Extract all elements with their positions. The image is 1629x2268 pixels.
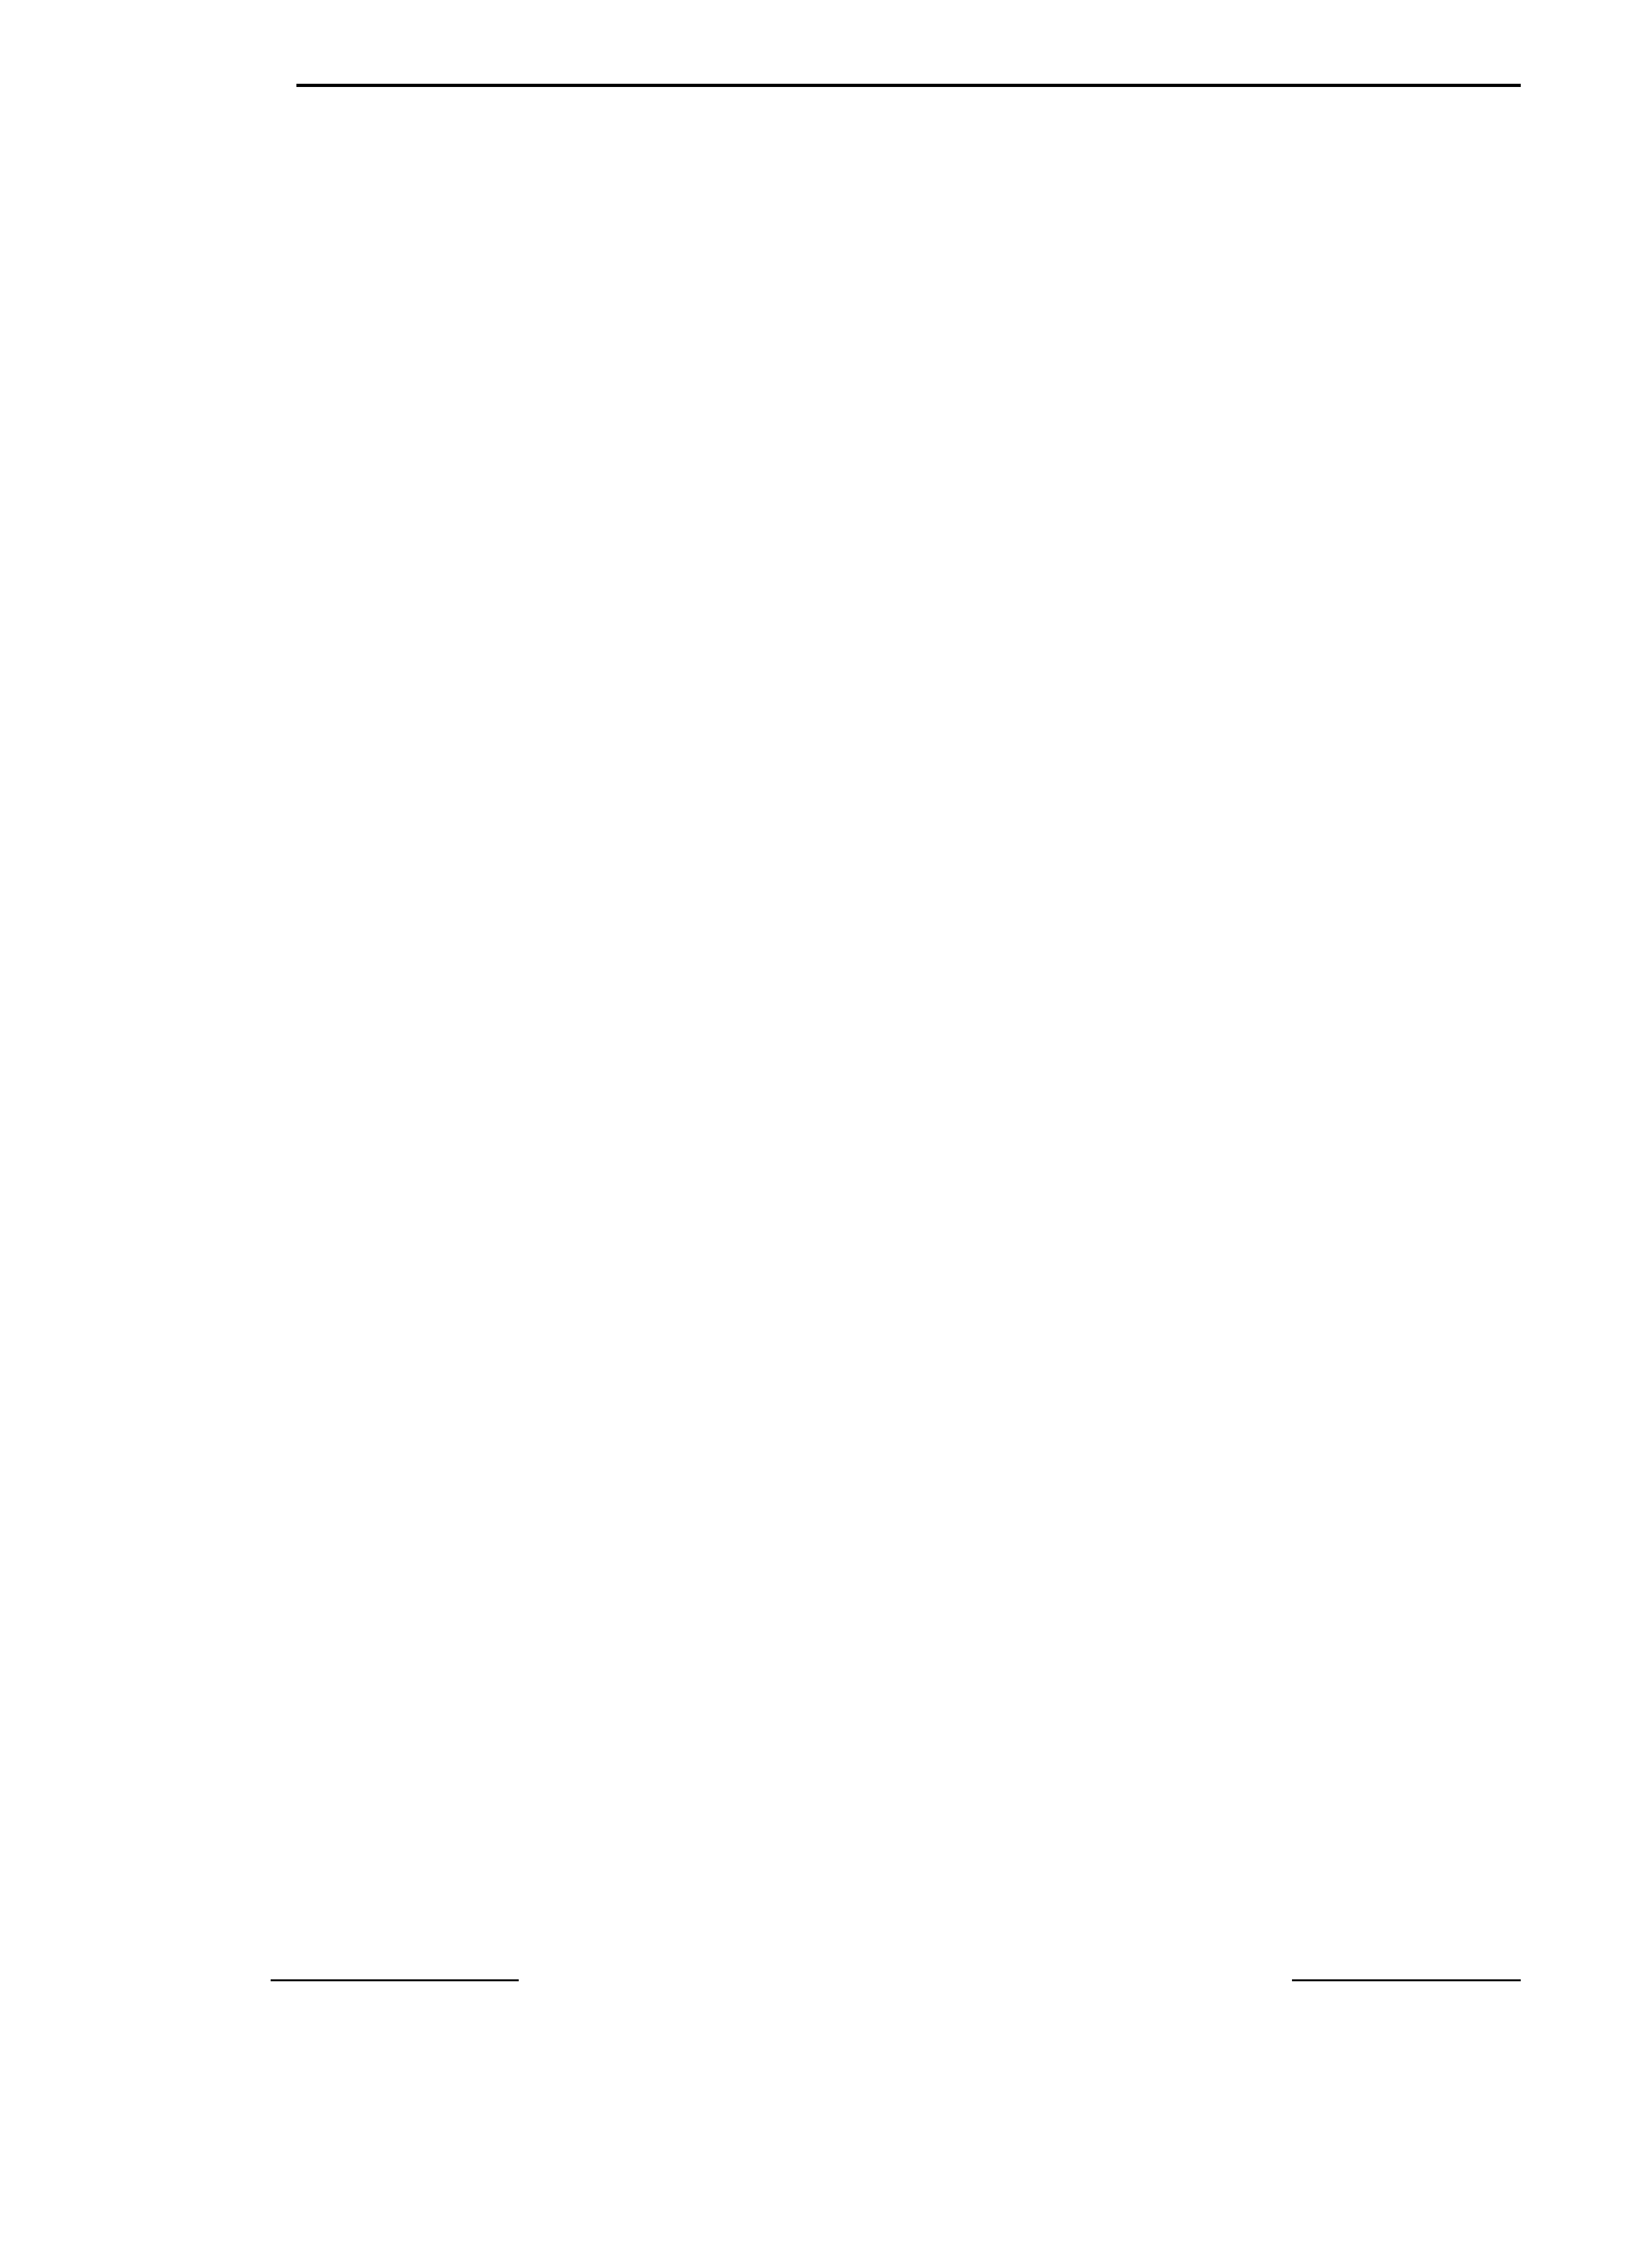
section-8855-heading <box>371 1540 532 1571</box>
section-8854-heading <box>371 1443 532 1474</box>
section-8849-heading <box>371 1041 532 1072</box>
footer-rule-left <box>271 1979 519 1981</box>
footer-rule-right <box>1292 1979 1521 1981</box>
header-rule <box>296 84 1521 87</box>
section-8852-heading <box>371 1115 532 1146</box>
section-8866-heading <box>371 1881 532 1912</box>
section-8846-heading <box>371 222 532 253</box>
section-8857-heading <box>371 1688 532 1719</box>
section-8845-heading <box>371 103 532 134</box>
section-8859-heading <box>371 1785 532 1816</box>
